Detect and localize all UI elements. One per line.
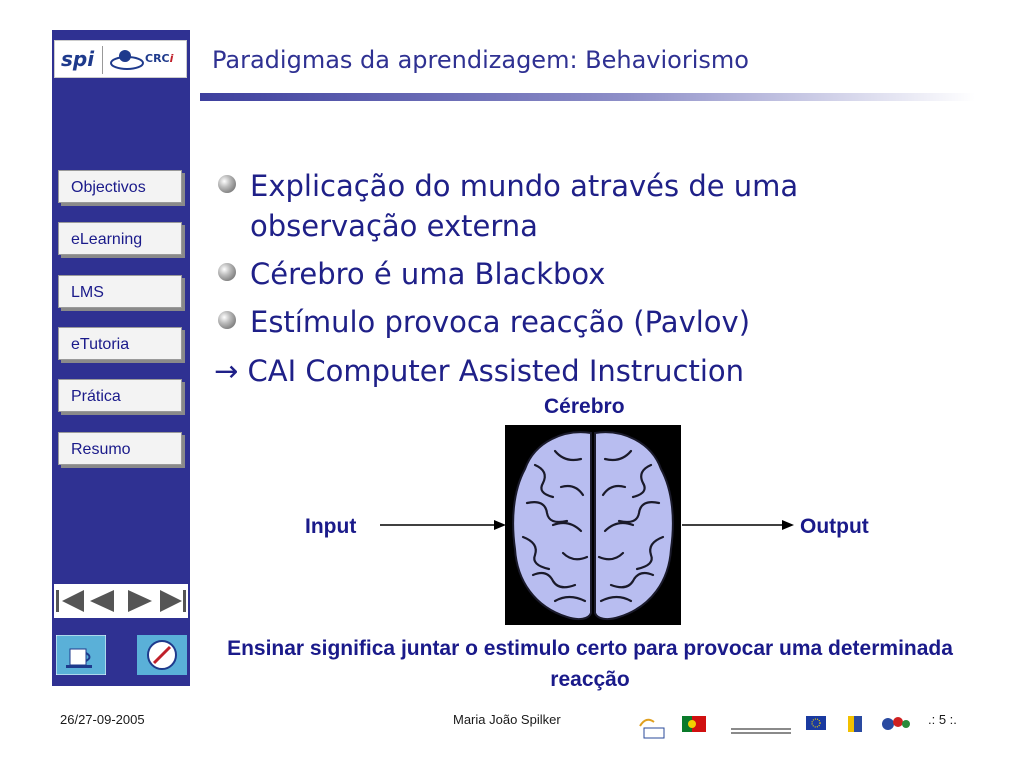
sponsor-logos bbox=[636, 712, 926, 746]
bullet-item: Estímulo provoca reacção (Pavlov) bbox=[214, 302, 934, 342]
input-label: Input bbox=[305, 515, 357, 538]
output-arrow bbox=[680, 515, 796, 535]
nav-pratica-button[interactable]: Prática bbox=[58, 379, 182, 412]
caption: Ensinar significa juntar o estimulo certo para provocar uma determinada reacção bbox=[227, 637, 953, 691]
help-compass-icon[interactable] bbox=[137, 635, 187, 675]
logo-crci: CRCi bbox=[145, 52, 174, 65]
bullet-sphere-icon bbox=[218, 311, 236, 329]
program-logo-icon bbox=[848, 716, 862, 732]
nav-lms-button[interactable]: LMS bbox=[58, 275, 182, 308]
nav-etutoria-button[interactable]: eTutoria bbox=[58, 327, 182, 360]
input-arrow bbox=[378, 515, 508, 535]
brain-label: Cérebro bbox=[544, 395, 625, 418]
bullet-list bbox=[214, 166, 934, 350]
bullet-sphere-icon bbox=[218, 175, 236, 193]
brain-blackbox bbox=[505, 425, 681, 625]
portugal-flag-icon bbox=[682, 716, 706, 732]
crc-swirl-icon bbox=[109, 47, 145, 73]
output-label: Output bbox=[800, 515, 869, 538]
arrow-item bbox=[214, 354, 744, 388]
first-slide-icon[interactable] bbox=[56, 590, 84, 612]
logo-separator bbox=[102, 46, 103, 74]
slide-title: Paradigmas da aprendizagem: Behaviorismo bbox=[212, 46, 749, 74]
footer-date: 26/27-09-2005 bbox=[60, 712, 145, 727]
eu-flag-icon bbox=[806, 716, 826, 730]
brain-icon bbox=[505, 425, 681, 625]
network-logo-icon bbox=[882, 717, 910, 730]
logo bbox=[54, 40, 187, 78]
next-slide-icon[interactable] bbox=[128, 590, 152, 612]
arrow-item-text: CAI Computer Assisted Instruction bbox=[247, 354, 745, 388]
iqf-logo-icon bbox=[640, 720, 664, 738]
nav-objectivos-button[interactable]: Objectivos bbox=[58, 170, 182, 203]
coffee-break-icon[interactable] bbox=[56, 635, 106, 675]
bullet-item: Explicação do mundo através de uma observação externa bbox=[214, 166, 934, 246]
right-arrow-icon: → bbox=[214, 354, 239, 388]
last-slide-icon[interactable] bbox=[160, 590, 186, 612]
slide-navigation bbox=[54, 584, 188, 618]
nav-elearning-button[interactable]: eLearning bbox=[58, 222, 182, 255]
nav-resumo-button[interactable]: Resumo bbox=[58, 432, 182, 465]
bullet-item: Cérebro é uma Blackbox bbox=[214, 254, 934, 294]
previous-slide-icon[interactable] bbox=[90, 590, 114, 612]
logo-spi: spi bbox=[61, 47, 95, 71]
title-underline bbox=[200, 93, 975, 101]
footer-author: Maria João Spilker bbox=[453, 712, 561, 727]
ministry-seal-icon bbox=[731, 728, 791, 734]
bullet-sphere-icon bbox=[218, 263, 236, 281]
footer-page-number: .: 5 :. bbox=[928, 712, 957, 727]
